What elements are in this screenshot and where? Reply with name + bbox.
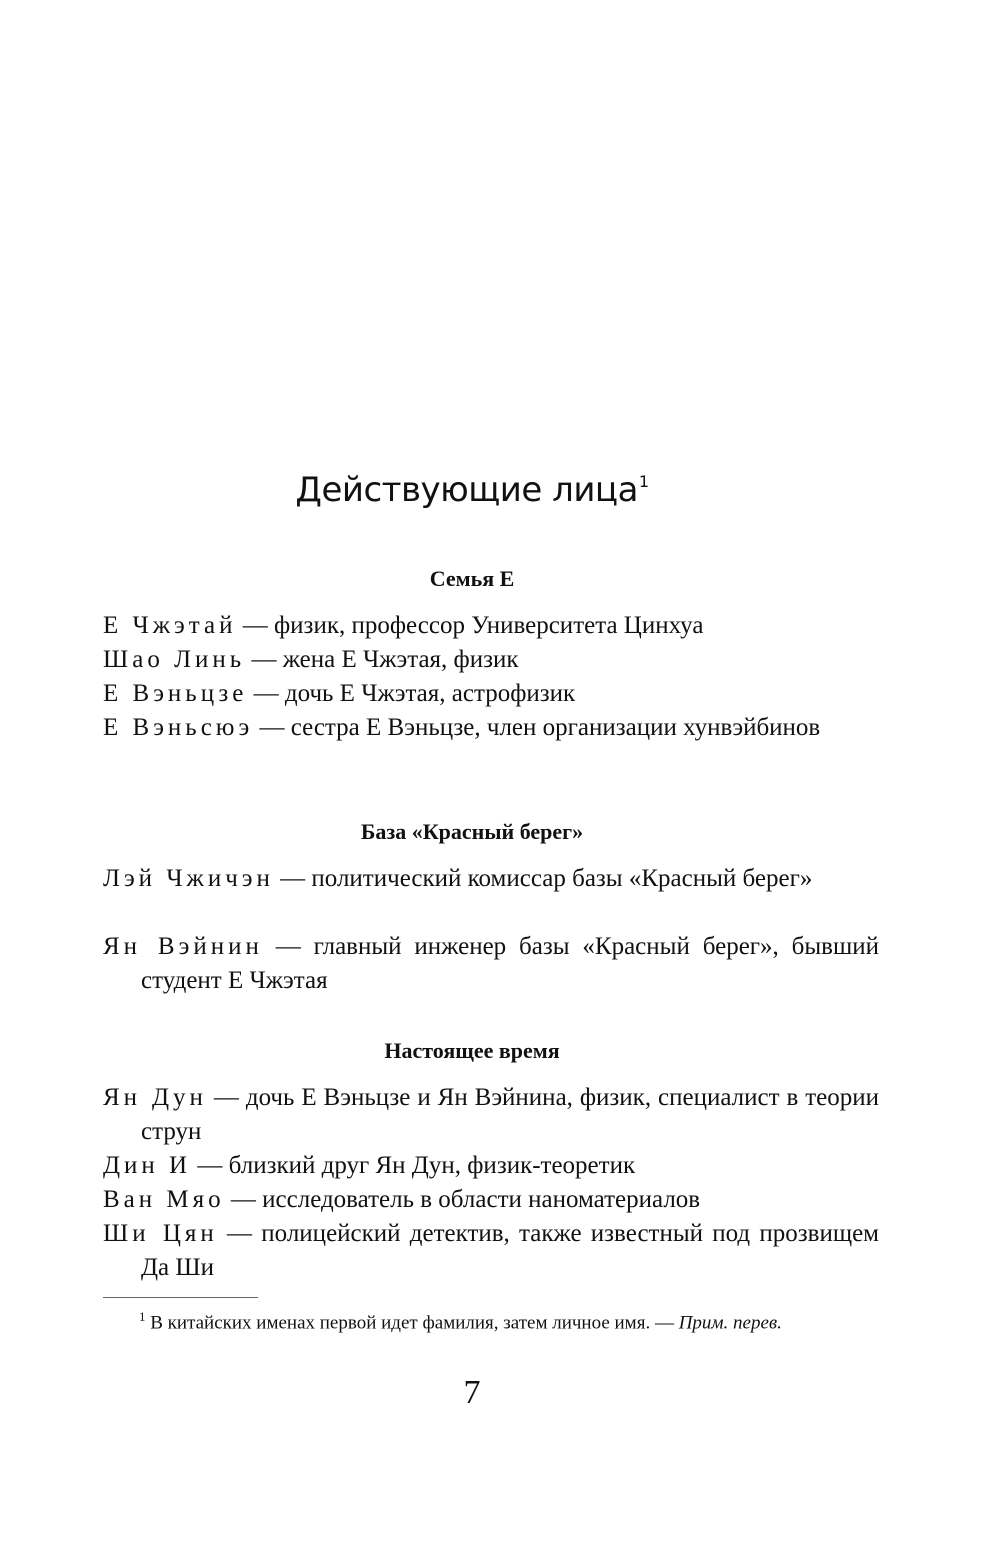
- character-description: полицейский детектив, также известный под прозвищем Да Ши: [141, 1220, 879, 1281]
- character-description: главный инженер базы «Красный берег», бывший студент Е Чжэтая: [141, 933, 879, 994]
- dash: —: [253, 680, 279, 707]
- page-title: [0, 470, 944, 510]
- character-entry: [103, 862, 879, 896]
- character-description: исследователь в области наноматериалов: [262, 1186, 701, 1213]
- character-entry: [103, 1217, 879, 1285]
- character-entry: [103, 930, 879, 998]
- page-title-text: Действующие лица: [295, 470, 638, 510]
- footnote: [103, 1303, 841, 1337]
- character-description: сестра Е Вэньцзе, член организации хунвэйбинов: [290, 714, 821, 741]
- character-entry: [103, 1149, 879, 1183]
- character-name: Ян Дун: [103, 1084, 207, 1111]
- character-name: Е Вэньцзе: [103, 680, 248, 707]
- character-description: физик, профессор Университета Цинхуа: [273, 612, 704, 639]
- section-heading-family: Семья Е: [429, 566, 515, 591]
- character-name: Ван Мяо: [103, 1186, 225, 1213]
- dash: —: [213, 1084, 239, 1111]
- dash: —: [275, 933, 301, 960]
- section-heading-base: База «Красный берег»: [360, 819, 584, 844]
- character-entry: [103, 643, 879, 677]
- character-entry: [103, 1183, 879, 1217]
- dash: —: [251, 646, 277, 673]
- footnote-text: В китайских именах первой идет фамилия, затем личное имя. —: [150, 1312, 674, 1334]
- footnote-divider: [103, 1297, 258, 1298]
- character-entry: [103, 711, 879, 745]
- character-entry: [103, 677, 879, 711]
- character-name: Лэй Чжичэн: [103, 865, 274, 892]
- title-footnote-mark: 1: [638, 472, 649, 491]
- character-name: Е Чжэтай: [103, 612, 237, 639]
- page-number: 7: [463, 1374, 481, 1411]
- character-description: политический комиссар базы «Красный берег»: [311, 865, 813, 892]
- character-name: Шао Линь: [103, 646, 246, 673]
- character-description: жена Е Чжэтая, физик: [282, 646, 519, 673]
- character-description: близкий друг Ян Дун, физик-теоретик: [228, 1152, 636, 1179]
- dash: —: [259, 714, 285, 741]
- character-entry: [103, 609, 879, 643]
- character-description: дочь Е Чжэтая, астрофизик: [284, 680, 576, 707]
- footnote-mark: 1: [139, 1309, 146, 1324]
- character-entry: [103, 1081, 879, 1149]
- character-name: Е Вэньсюэ: [103, 714, 254, 741]
- dash: —: [197, 1152, 223, 1179]
- dash: —: [227, 1220, 253, 1247]
- dash: —: [230, 1186, 256, 1213]
- character-name: Ши Цян: [103, 1220, 218, 1247]
- dash: —: [280, 865, 306, 892]
- character-description: дочь Е Вэньцзе и Ян Вэйнина, физик, специалист в теории струн: [141, 1084, 880, 1145]
- dash: —: [242, 612, 268, 639]
- character-name: Ян Вэйнин: [103, 933, 263, 960]
- footnote-translator-note: Прим. перев.: [678, 1312, 782, 1334]
- character-name: Дин И: [103, 1152, 192, 1179]
- section-heading-present: Настоящее время: [384, 1038, 560, 1063]
